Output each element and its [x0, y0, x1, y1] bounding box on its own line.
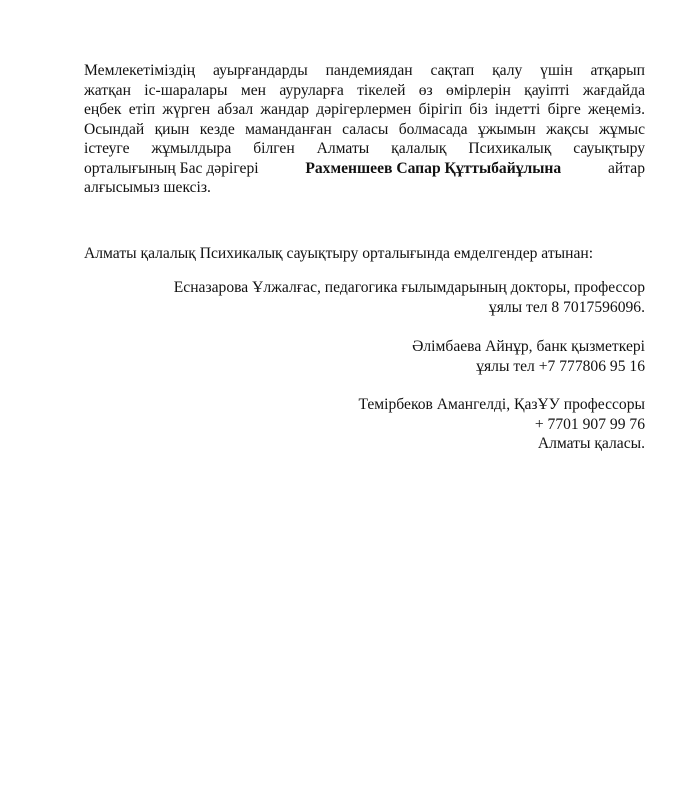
body-line-3: еңбек етіп жүрген абзал жандар дәрігерлермен бірігіп біз індетті бірге жеңеміз. — [84, 101, 645, 118]
body-line-1: Мемлекетіміздің ауырғандарды пандемиядан сақтап қалу үшін атқарып — [84, 62, 645, 79]
signatory-3-city: Алматы қаласы. — [537, 435, 645, 452]
signatory-3-phone: + 7701 907 99 76 — [534, 415, 645, 433]
letter-body-paragraph — [84, 61, 645, 198]
body-line-7: алғысымыз шексіз. — [84, 179, 211, 196]
body-line-2: жатқан іс-шаралары мен ауруларға тікелей өз өмірлерін қауіпті жағдайда — [84, 81, 645, 99]
signatory-2-name-title: Әлімбаева Айнұр, банк қызметкері — [412, 338, 645, 355]
signatory-block-2 — [412, 337, 645, 376]
on-behalf-intro: Алматы қалалық Психикалық сауықтыру орталығында емделгендер атынан: — [84, 245, 594, 262]
doctor-name: Рахменшеев Сапар Құттыбайұлына — [305, 159, 562, 177]
signatory-1-phone: ұялы тел 8 7017596096. — [488, 298, 645, 316]
body-line-6 — [84, 159, 645, 179]
body-line-6-start: орталығының Бас дәрігері — [84, 159, 259, 177]
signatory-block-1 — [174, 278, 645, 317]
body-line-4: Осындай қиын кезде маманданған саласы болмасада ұжымын жақсы жұмыс — [84, 120, 645, 138]
body-line-5: істеуге жұмылдыра білген Алматы қалалық Психикалық сауықтыру — [84, 140, 645, 157]
signatory-block-3 — [358, 395, 645, 454]
signatory-3-name-title: Темірбеков Амангелді, ҚазҰУ профессоры — [358, 396, 645, 413]
signatory-1-name-title: Есназарова Ұлжалғас, педагогика ғылымдарының докторы, профессор — [173, 279, 645, 296]
signatory-2-phone: ұялы тел +7 777806 95 16 — [476, 357, 645, 375]
body-line-6-end: айтар — [608, 159, 645, 177]
